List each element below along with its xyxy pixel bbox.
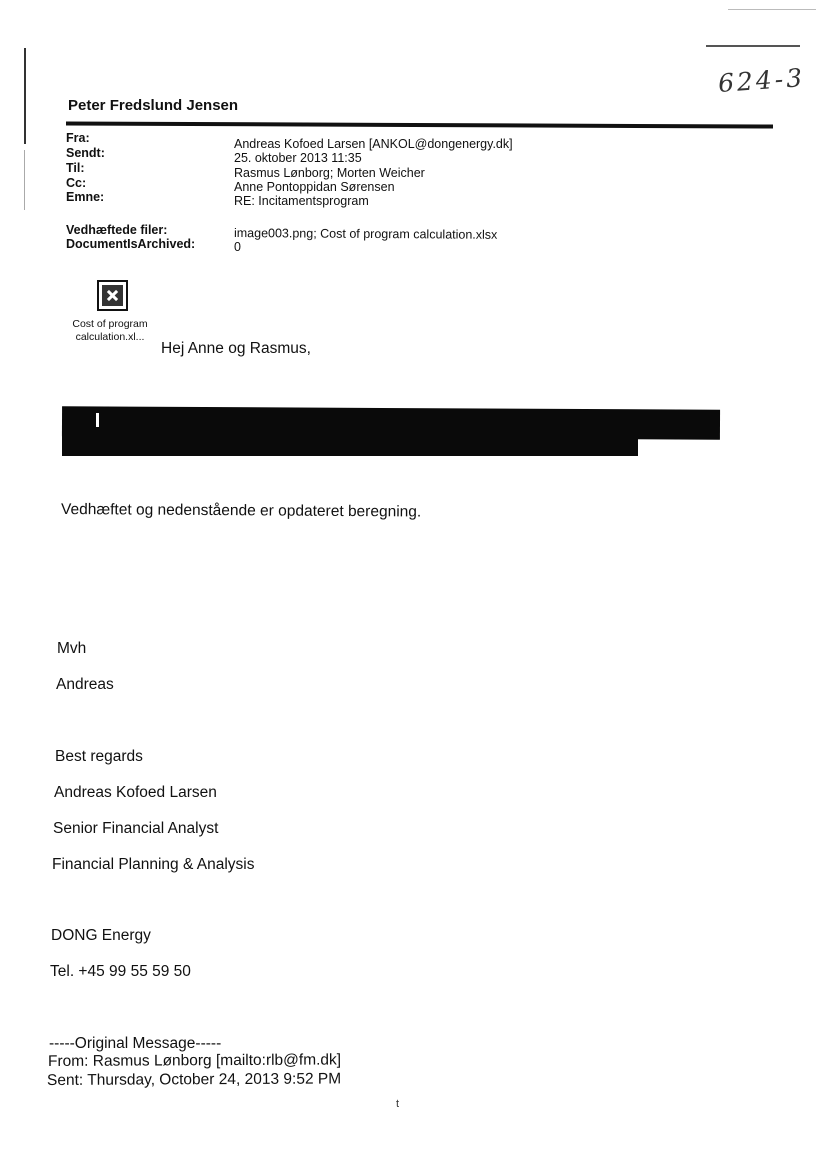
to-label: Til: [66,161,85,175]
cc-value: Anne Pontoppidan Sørensen [234,180,395,194]
archived-label: DocumentIsArchived: [66,237,196,251]
closing-name: Andreas [56,676,114,693]
scan-margin-line [24,48,26,144]
attachment-caption[interactable] [60,318,160,344]
excel-file-glyph [102,285,123,306]
scan-corner-line-dark [706,45,800,47]
redaction-mark [96,413,99,427]
original-message-separator: -----Original Message----- [49,1035,222,1052]
signature-title: Senior Financial Analyst [53,820,219,837]
header-divider [66,121,773,128]
excel-file-icon[interactable] [97,280,128,311]
signature-regards: Best regards [55,748,143,765]
signature-phone: Tel. +45 99 55 59 50 [50,963,191,980]
signature-company: DONG Energy [51,927,151,944]
sent-value: 25. oktober 2013 11:35 [234,151,362,165]
to-value: Rasmus Lønborg; Morten Weicher [234,166,425,180]
closing-mvh: Mvh [57,640,87,657]
redaction-bar-lower [62,432,638,456]
subject-value: RE: Incitamentsprogram [234,194,369,208]
footer-page-mark: t [396,1098,400,1110]
scan-corner-line [728,9,816,10]
body-paragraph: Vedhæftet og nedenstående er opdateret beregning. [60,501,422,521]
original-message-from: From: Rasmus Lønborg [mailto:rlb@fm.dk] [47,1051,342,1070]
archived-value: 0 [234,240,241,254]
signature-name: Andreas Kofoed Larsen [54,784,217,801]
from-value: Andreas Kofoed Larsen [ANKOL@dongenergy.dk] [234,137,513,151]
greeting: Hej Anne og Rasmus, [161,340,311,357]
handwritten-page-mark: 624-3 [717,62,806,99]
signature-department: Financial Planning & Analysis [52,856,255,873]
attachments-label: Vedhæftede filer: [66,223,168,237]
subject-label: Emne: [66,190,105,204]
from-label: Fra: [66,131,90,145]
cc-label: Cc: [66,176,87,190]
original-message-sent: Sent: Thursday, October 24, 2013 9:52 PM [46,1070,342,1089]
attachment-caption-line1: Cost of program [72,318,148,330]
sender-name: Peter Fredslund Jensen [68,97,239,114]
attachments-value: image003.png; Cost of program calculation.xlsx [233,226,498,242]
sent-label: Sendt: [66,146,105,160]
scan-margin-line-faint [24,150,25,210]
attachment-caption-line2: calculation.xl... [75,331,145,343]
